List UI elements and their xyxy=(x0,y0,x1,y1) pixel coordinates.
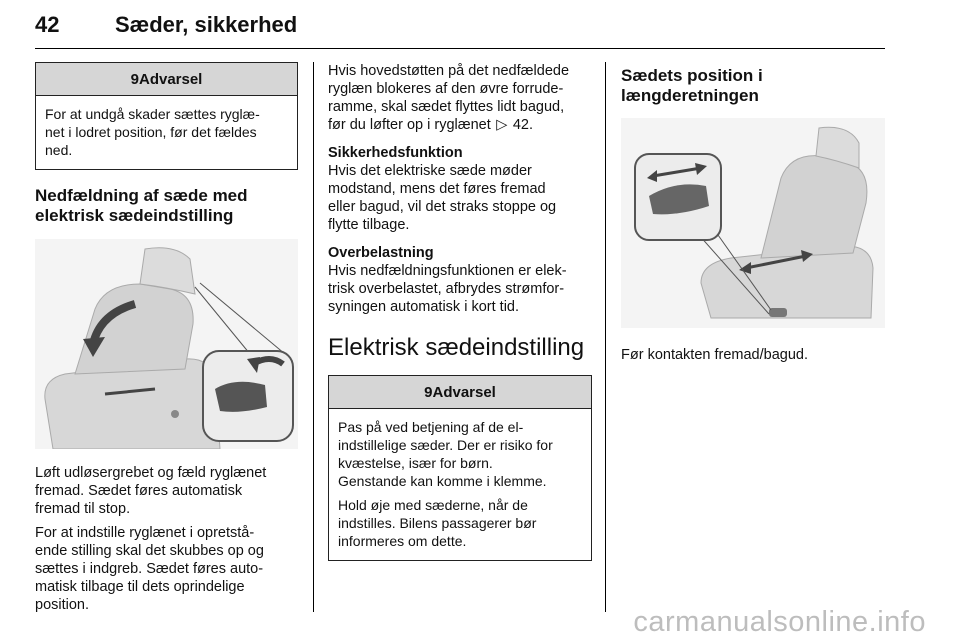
warning-header xyxy=(36,63,297,96)
warning-line: net i lodret position, før det fældes xyxy=(45,124,257,140)
column-divider-1 xyxy=(313,62,314,612)
header-rule xyxy=(35,48,885,49)
column-2 xyxy=(328,62,592,561)
subheading: Sikkerhedsfunktion xyxy=(328,145,463,161)
paragraph: Hvis nedfældningsfunktionen er elek- trisk overbelastet, afbrydes strømfor- syningen automatisk i kort tid. xyxy=(328,263,567,315)
column-divider-2 xyxy=(605,62,606,612)
warning-box xyxy=(328,375,592,561)
page-number: 42 xyxy=(35,12,60,37)
seat-fold-illustration xyxy=(35,239,298,449)
warning-body xyxy=(329,409,591,560)
warning-symbol: 9 xyxy=(424,384,433,401)
page-reference[interactable]: 42. xyxy=(512,117,534,133)
page-header xyxy=(35,6,885,46)
warning-line: ned. xyxy=(45,142,73,158)
subheading: Overbelastning xyxy=(328,245,434,261)
column-1 xyxy=(35,62,298,614)
warning-line: For at undgå skader sættes ryglæ- xyxy=(45,106,260,122)
warning-title: Advarsel xyxy=(138,71,203,88)
warning-header xyxy=(329,376,591,409)
section-title: Sæder, sikkerhed xyxy=(115,12,298,37)
warning-box xyxy=(35,62,298,170)
section-heading: Nedfældning af sæde med elektrisk sædeindstilling xyxy=(35,186,248,225)
paragraph: For at indstille ryglænet i opretstå- ende stilling skal det skubbes op og sættes i indgreb. Sædet føres auto- matisk tilbage til dets oprindelige position. xyxy=(35,525,264,613)
seat-position-illustration xyxy=(621,118,885,328)
watermark: carmanualsonline.info xyxy=(633,606,926,638)
section-heading: Sædets position i længderetningen xyxy=(621,66,763,105)
warning-paragraph: Hold øje med sæderne, når de indstilles. Bilens passagerer bør informeres om dette. xyxy=(338,497,537,549)
paragraph: Hvis det elektriske sæde møder modstand, mens det føres fremad eller bagud, vil det straks stoppe og flytte tilbage. xyxy=(328,163,557,233)
figure-caption: Før kontakten fremad/bagud. xyxy=(621,347,808,363)
warning-title: Advarsel xyxy=(432,384,496,401)
paragraph: Løft udløsergrebet og fæld ryglænet fremad. Sædet føres automatisk fremad til stop. xyxy=(35,465,267,517)
column-3 xyxy=(621,62,885,364)
section-heading: Elektrisk sædeindstilling xyxy=(328,334,585,361)
page-reference-icon: ▷ xyxy=(496,117,508,133)
warning-body xyxy=(36,96,297,169)
warning-symbol: 9 xyxy=(130,71,139,88)
warning-paragraph: Pas på ved betjening af de el- indstillelige sæder. Der er risiko for kvæstelse, især for børn. Genstande kan komme i klemme. xyxy=(338,419,553,489)
paragraph: Hvis hovedstøtten på det nedfældede ryglæn blokeres af den øvre forrude- ramme, skal sædet flyttes lidt bagud, før du løfter op i ryglænet ▷ 42. xyxy=(328,63,570,133)
